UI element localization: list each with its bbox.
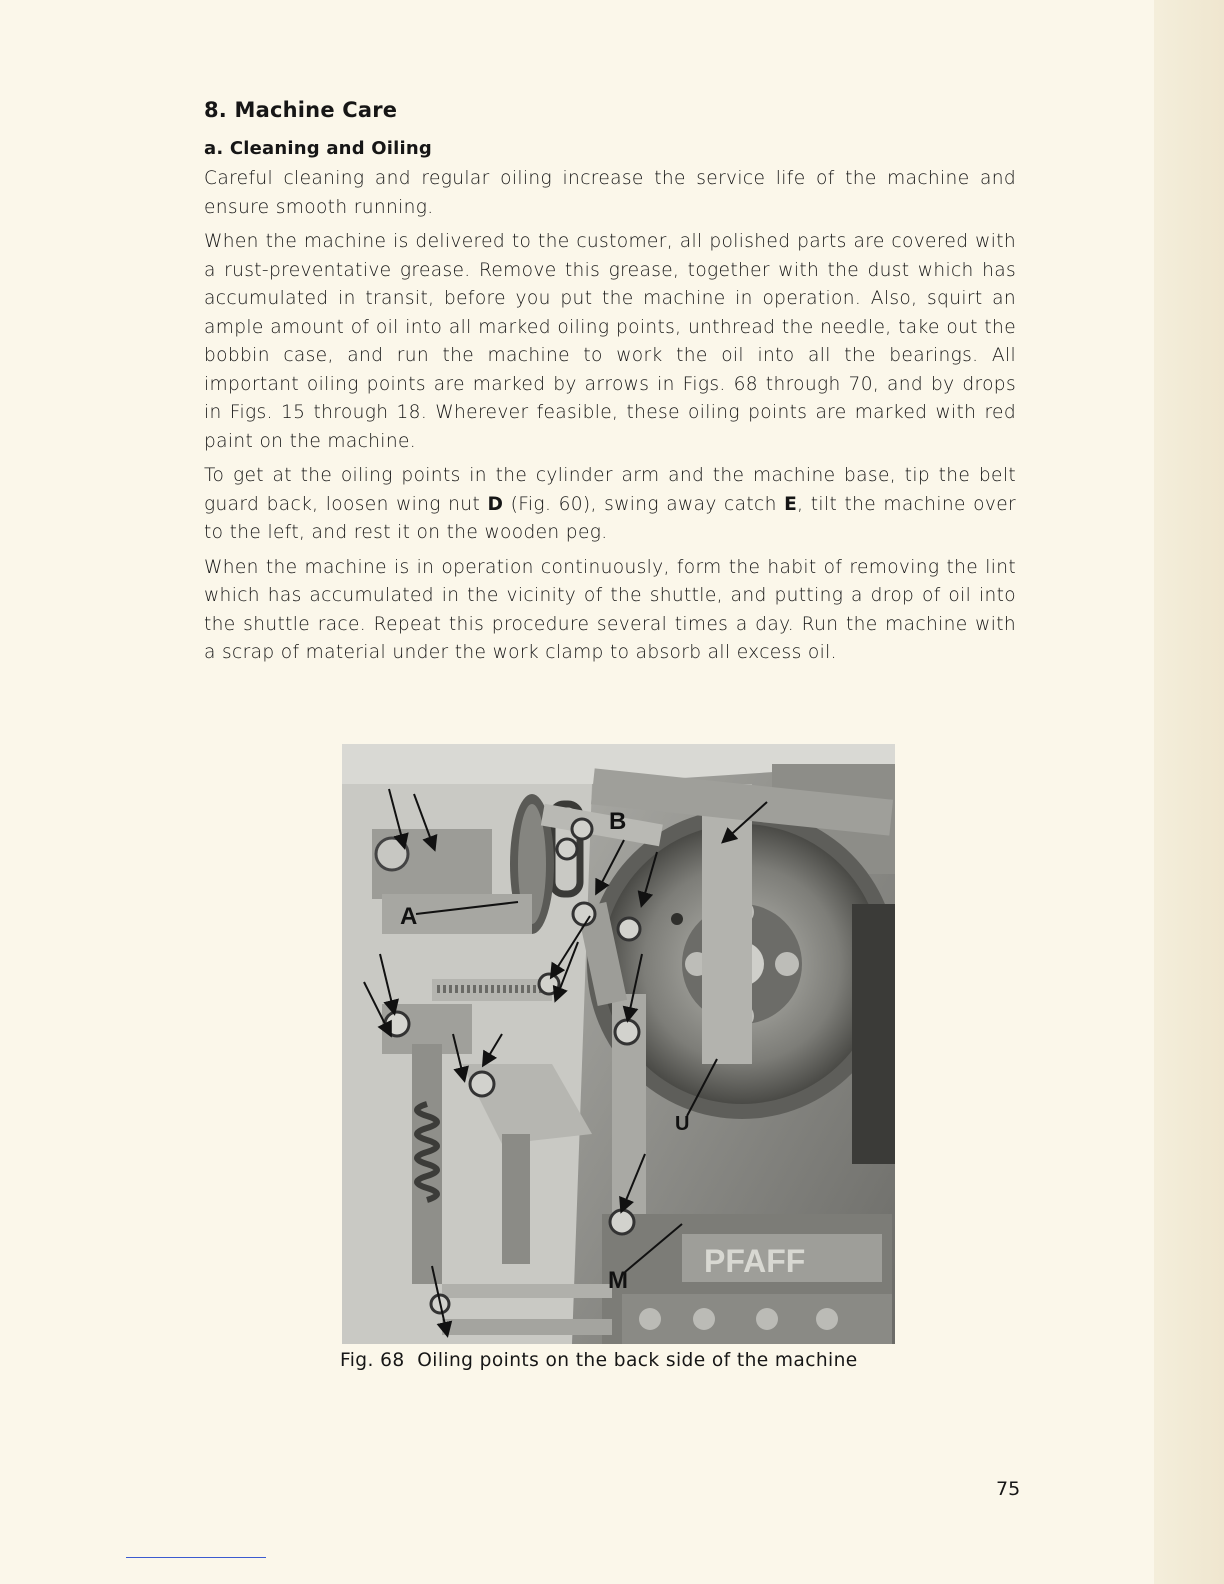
footer-rule <box>126 1557 266 1558</box>
subsection-title: a. Cleaning and Oiling <box>204 138 432 159</box>
label-m: M <box>608 1267 628 1294</box>
paragraph-1: Careful cleaning and regular oiling increase the service life of the machine and ensure smooth running. <box>204 168 1016 218</box>
reference-d: D <box>487 493 504 515</box>
label-u: U <box>675 1113 690 1135</box>
paragraph-3 <box>204 462 1016 548</box>
paragraph-2: When the machine is delivered to the customer, all polished parts are covered with a rust-preventative grease. Remove this grease, together with the dust which has accumulated in transit, before you put the machine in operation. Also, squirt an ample amount of oil into all marked oiling points, unthread the needle, take out the bobbin case, and run the machine to work the oil into all the bearings. All important oiling points are marked by arrows in Figs. 68 through 70, and by drops in Figs. 15 through 18. Wherever feasible, these oiling points are marked with red paint on the machine. <box>204 231 1016 452</box>
brand-plate: PFAFF <box>704 1243 806 1279</box>
label-b: B <box>609 808 627 835</box>
paragraph-3-part-b: (Fig. 60), swing away catch <box>503 493 785 515</box>
figure-number: Fig. 68 <box>340 1350 405 1371</box>
paragraph-3-part-c: , tilt the machine over to the left, and rest it on the wooden peg. <box>204 493 1016 543</box>
paragraph-4: When the machine is in operation continuously, form the habit of removing the lint which has accumulated in the vicinity of the shuttle, and putting a drop of oil into the shuttle race. Repeat this procedure several times a day. Run the machine with a scrap of material under the work clamp to absorb all excess oil. <box>204 556 1016 663</box>
reference-e: E <box>784 493 798 515</box>
paragraph-3-part-a: To get at the oiling points in the cylinder arm and the machine base, tip the belt guard back, loosen wing nut <box>204 465 1016 515</box>
section-title: 8. Machine Care <box>204 98 398 122</box>
page-edge-shadow <box>1154 0 1224 1584</box>
figure-caption <box>340 1350 858 1371</box>
document-body <box>204 98 1016 674</box>
page-number: 75 <box>996 1478 1021 1500</box>
machine-illustration <box>342 744 895 1344</box>
label-a: A <box>400 903 418 930</box>
machine-photo <box>342 744 895 1344</box>
figure-caption-text: Oiling points on the back side of the machine <box>417 1350 858 1371</box>
